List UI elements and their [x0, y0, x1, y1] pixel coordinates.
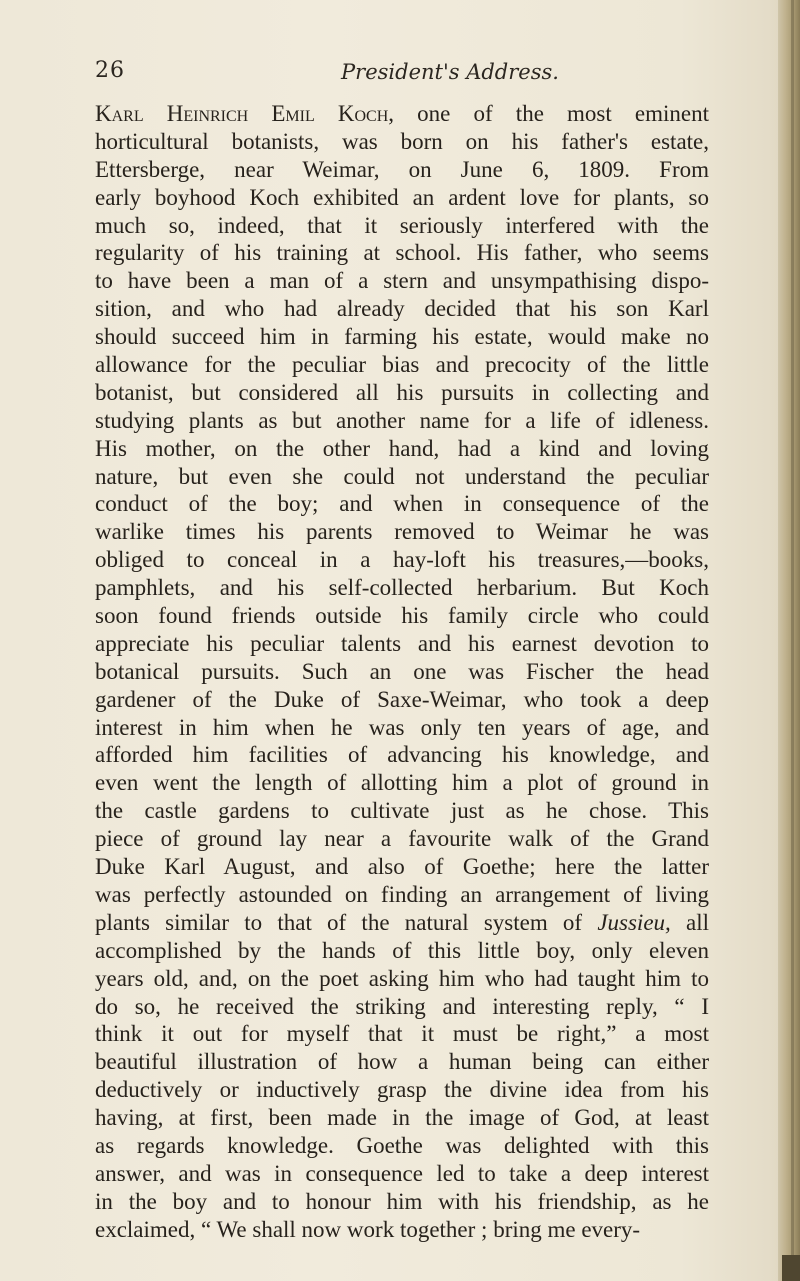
- text-line: sition, and who had already decided that his son Karl: [95, 296, 709, 322]
- text-line: piece of ground lay near a favourite walk of the Grand: [95, 826, 709, 852]
- italic-name: Jussieu,: [597, 909, 671, 935]
- page-edge-shadow: [778, 0, 800, 1281]
- text-line: botanical pursuits. Such an one was Fischer the head: [95, 658, 709, 684]
- text-line: nature, but even she could not understand the peculiar: [95, 463, 709, 489]
- text-line: obliged to conceal in a hay-loft his treasures,—books,: [95, 547, 709, 573]
- page-corner-shadow: [782, 1255, 800, 1281]
- page-number: 26: [95, 58, 125, 83]
- page-edge-line: [791, 0, 794, 1281]
- text-line: the castle gardens to cultivate just as he chose. This: [95, 798, 709, 824]
- text-line: in the boy and to honour him with his friendship, as he: [95, 1188, 709, 1214]
- text-line: interest in him when he was only ten years of age, and: [95, 714, 709, 740]
- text-line: beautiful illustration of how a human being can either: [95, 1049, 709, 1075]
- text-line: warlike times his parents removed to Weimar he was: [95, 519, 709, 545]
- text-line: afforded him facilities of advancing his knowledge, and: [95, 742, 709, 768]
- body-paragraph: [95, 100, 709, 1244]
- text-line: pamphlets, and his self-collected herbarium. But Koch: [95, 575, 709, 601]
- text-line: was perfectly astounded on finding an arrangement of living: [95, 881, 709, 907]
- text-line: deductively or inductively grasp the divine idea from his: [95, 1077, 709, 1103]
- running-title: President's Address.: [341, 60, 559, 84]
- text-line: to have been a man of a stern and unsympathising dispo-: [95, 268, 709, 294]
- text-line: studying plants as but another name for a life of idleness.: [95, 407, 709, 433]
- text-line: answer, and was in consequence led to take a deep interest: [95, 1160, 709, 1186]
- text-line: appreciate his peculiar talents and his earnest devotion to: [95, 630, 709, 656]
- text-line: think it out for myself that it must be right,” a most: [95, 1021, 709, 1047]
- text-line: allowance for the peculiar bias and precocity of the little: [95, 352, 709, 378]
- text-line: Karl Heinrich Emil Koch, one of the most eminent: [95, 101, 709, 126]
- text-line: His mother, on the other hand, had a kind and loving: [95, 435, 709, 461]
- text-line: years old, and, on the poet asking him who had taught him to: [95, 965, 709, 991]
- text-line: soon found friends outside his family circle who could: [95, 603, 709, 629]
- text-line: much so, indeed, that it seriously interfered with the: [95, 212, 709, 238]
- text-line: as regards knowledge. Goethe was delighted with this: [95, 1132, 709, 1158]
- text-line: even went the length of allotting him a plot of ground in: [95, 770, 709, 796]
- text-line: early boyhood Koch exhibited an ardent love for plants, so: [95, 184, 709, 210]
- text-line: should succeed him in farming his estate, would make no: [95, 324, 709, 350]
- text-line: plants similar to that of the natural system of Jussieu, all: [95, 909, 709, 935]
- text-line: Ettersberge, near Weimar, on June 6, 1809. From: [95, 156, 709, 182]
- text-line: do so, he received the striking and interesting reply, “ I: [95, 993, 709, 1019]
- opening-name: Karl Heinrich Emil Koch,: [95, 101, 395, 126]
- text-line: accomplished by the hands of this little boy, only eleven: [95, 937, 709, 963]
- text-line: conduct of the boy; and when in consequence of the: [95, 491, 709, 517]
- text-line: gardener of the Duke of Saxe-Weimar, who took a deep: [95, 686, 709, 712]
- text-line: Duke Karl August, and also of Goethe; here the latter: [95, 854, 709, 880]
- page-header: [95, 58, 705, 98]
- text-line: botanist, but considered all his pursuits in collecting and: [95, 379, 709, 405]
- text-line: exclaimed, “ We shall now work together ; bring me every-: [95, 1216, 641, 1242]
- text-line: regularity of his training at school. His father, who seems: [95, 240, 709, 266]
- text-line: having, at first, been made in the image of God, at least: [95, 1105, 709, 1131]
- text-line: horticultural botanists, was born on his father's estate,: [95, 128, 709, 154]
